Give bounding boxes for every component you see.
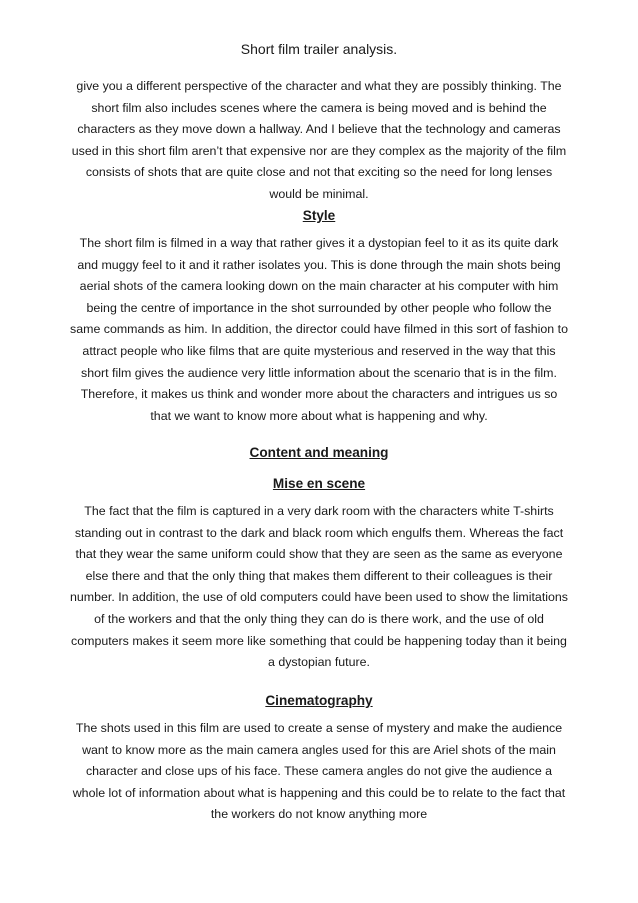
mise-en-scene-paragraph: The fact that the film is captured in a very dark room with the characters white T-shirts standing out in contrast to the dark and black room which engulfs them. Whereas the fact that they wear the same uniform could show that they are seen as the same as everyone else there and that the only thing that makes them different to their colleagues is their number. In addition, the use of old computers could have been used to show the limitations of the workers and that the only thing they can do is there work, and the use of old computers makes it seem more like something that could be happening today than it being a dystopian future.	[70, 504, 568, 670]
cinematography-heading: Cinematography	[265, 693, 373, 708]
intro-paragraph: give you a different perspective of the character and what they are possibly thinking. The short film also includes scenes where the camera is being moved and is behind the characters as they move down a hallway. And I believe that the technology and cameras used in this short film aren’t that expensive nor are they complex as the majority of the film consists of shots that are quite close and not that exciting so the need for long lenses would be minimal.	[71, 79, 567, 201]
content-and-meaning-heading: Content and meaning	[249, 445, 389, 460]
document-title: Short film trailer analysis.	[240, 41, 398, 57]
cinematography-paragraph: The shots used in this film are used to create a sense of mystery and make the audience want to know more as the main camera angles used for this are Ariel shots of the main character and close ups of his face. These camera angles do not give the audience a whole lot of information about what is happening and this could be to relate to the fact that the workers do not know anything more	[72, 721, 566, 822]
mise-en-scene-heading: Mise en scene	[272, 476, 366, 491]
style-paragraph: The short film is filmed in a way that rather gives it a dystopian feel to it as its quite dark and muggy feel to it and it rather isolates you. This is done through the main shots being aerial shots of the camera looking down on the main character at his computer with him being the centre of importance in the shot surrounded by other people who follow the same commands as him. In addition, the director could have filmed in this sort of fashion to attract people who like films that are quite mysterious and reserved in the way that this short film gives the audience very little information about the scenario that is in the film. Therefore, it makes us think and wonder more about the characters and intrigues us so that we want to know more about what is happening and why.	[70, 236, 568, 423]
style-heading: Style	[302, 208, 336, 223]
